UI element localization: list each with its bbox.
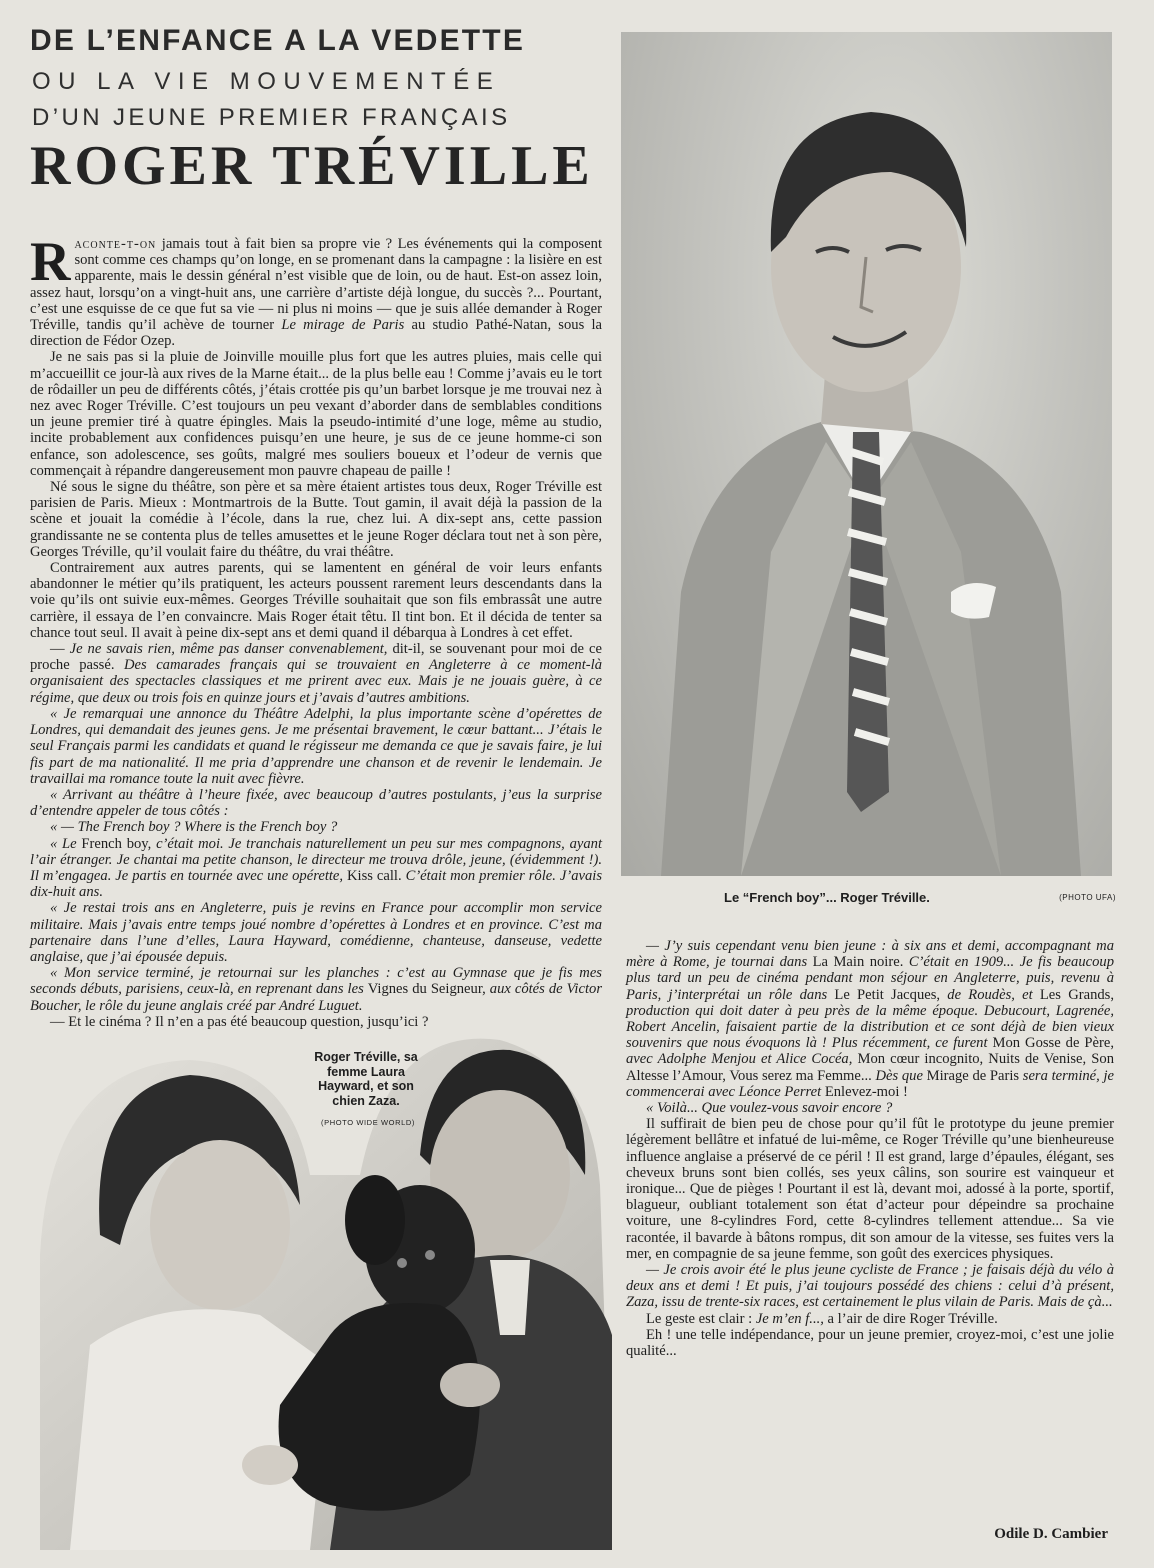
drop-cap: R bbox=[30, 231, 71, 293]
couple-caption: Roger Tréville, sa femme Laura Hayward, et son chien Zaza. bbox=[314, 1050, 418, 1108]
question-paragraph: — Et le cinéma ? Il n’en a pas été beaucoup question, jusqu’ici ? bbox=[50, 1013, 429, 1030]
portrait-credit: (PHOTO UFA) bbox=[1059, 893, 1116, 902]
couple-credit: (PHOTO WIDE WORLD) bbox=[321, 1118, 415, 1127]
quote-paragraph: « Je restai trois ans en Angleterre, puis je revins en France pour accomplir mon service militaire. Mais j’avais entre temps joué nombre d’opérettes à Londres et en province. C’est ma partenaire dans l’une d’elles, Laura Hayward, comédienne, chanteuse, danseuse, vedette anglaise, que j’ai épousée depuis. bbox=[30, 900, 602, 965]
author-signature: Odile D. Cambier bbox=[994, 1526, 1108, 1542]
quote-paragraph: « — The French boy ? Where is the French boy ? bbox=[50, 819, 338, 836]
headline-line-1: DE L’ENFANCE A LA VEDETTE bbox=[30, 24, 526, 57]
quote-paragraph: — J’y suis cependant venu bien jeune : à six ans et demi, accompagnant ma mère à Rome, je tournai dans La Main noire. C’était en 1909... Je fis beaucoup plus tard un peu de cinéma pendant mon séjour en Angleterre, puis, revenu à Paris, j’interprétai un rôle dans Le Petit Jacques, de Roudès, et Les Grands, production qui doit dater à peu près de la même époque. Debucourt, Lagrenée, Robert Ancelin, faisaient partie de la distribution et ce sont déjà de bien vieux souvenirs que nous évoquons là ! Plus récemment, ce furent Mon Gosse de Père, avec Adolphe Menjou et Alice Cocéa, Mon cœur incognito, Nuits de Venise, Son Altesse l’Amour, Vous serez ma Femme... Dès que Mirage de Paris sera terminé, je commencerai avec Léonce Perret Enlevez-moi ! bbox=[626, 938, 1115, 1100]
intro-end: au studio Pathé-Natan, sous la direction de Fédor Ozep. bbox=[30, 317, 602, 350]
portrait-photo bbox=[621, 32, 1112, 876]
quote-paragraph: « Arrivant au théâtre à l’heure fixée, avec beaucoup d’autres postulants, j’eus la surprise d’entendre appeler de tous côtés : bbox=[30, 786, 602, 820]
headline-name: ROGER TRÉVILLE bbox=[30, 135, 594, 197]
paragraph: Né sous le signe du théâtre, son père et sa mère étaient artistes tous deux, Roger Tréville est parisien de Paris. Mieux : Montmartrois de la Butte. Tout gamin, il avait déjà la passion de la scène et jouait la comédie à l’école, dans la rue, chez lui. A dix-sept ans, cette passion grandissante ne se contenta plus de telles amusettes et le jeune Roger déclara tout net à son père, Georges Tréville, qu’il voulait faire du théâtre, du vrai théâtre. bbox=[30, 479, 602, 560]
headline-line-2: OU LA VIE MOUVEMENTÉE bbox=[32, 68, 501, 95]
paragraph: Contrairement aux autres parents, qui se lamentent en général de voir leurs enfants abandonner le métier qu’ils pratiquent, les acteurs poussent rarement leurs descendants dans la voie qu’ils ont suivie eux-mêmes. Georges Tréville souhaitait que son fils embrassât une autre carrière, il essaya de l’en convaincre. Mais Roger était têtu. Il tint bon. Et il décida de tenter sa chance tout seul. Il avait à peine dix-sept ans et demi quand il débarqua à Londres à cet effet. bbox=[30, 560, 602, 641]
quote-paragraph: « Le French boy, c’était moi. Je tranchais naturellement un peu sur mes compagnons, ayant l’air étranger. Je chantai ma petite chanson, le directeur me trouva drôle, jeune, (évidemment !). Il m’engagea. Je partis en tournée avec une opérette, Kiss call. C’était mon premier rôle. J’avais dix-huit ans. bbox=[30, 835, 603, 901]
intro-paragraph bbox=[30, 231, 602, 350]
quote-paragraph: « Mon service terminé, je retournai sur les planches : c’est au Gymnase que je fis mes seconds débuts, parisiens, ceux-là, en reprenant dans les Vignes du Seigneur, aux côtés de Victor Boucher, le rôle du jeune anglais créé par André Luguet. bbox=[30, 965, 602, 1014]
article-column-left bbox=[30, 231, 603, 1030]
intro-smallcaps: aconte-t-on bbox=[74, 236, 157, 252]
paragraph: Le geste est clair : Je m’en f..., a l’air de dire Roger Tréville. bbox=[646, 1310, 998, 1327]
intro-text: jamais tout à fait bien sa propre vie ? Les événements qui la composent sont comme ces champs qu’on longe, en se promenant dans la campagne : la lisière en est apparente, mais le dessin général n’est visible que de loin, ou de haut. Est-on assez loin, assez haut, lorsqu’on a vingt-huit ans, une carrière d’artiste déjà longue, du succès ?... Pourtant, c’est une esquisse de ce que fut sa vie — ni plus ni moins — que je suis allée demander à Roger Tréville, tandis qu’il achève de tourner bbox=[30, 236, 602, 334]
paragraph: Je ne sais pas si la pluie de Joinville mouille plus fort que les autres pluies, mais celle qui m’accueillit ce jour-là aux rives de la Marne était... de la plus belle eau ! Comme j’avais eu le tort de rôdailler un peu de différents côtés, j’étais crottée pis qu’un barbet lorsque je me trouvai nez à nez avec Roger Tréville. C’est toujours un peu vexant d’aborder dans de semblables conditions un jeune premier tiré à quatre épingles. Mais la pseudo-intimité d’une loge, même au studio, incite probablement aux confidences puisqu’en une heure, je sus de ce jeune homme-ci son enfance, son adolescence, ses goûts, malgré mes souliers boueux et l’odeur de vernis que commençait à répandre dangereusement mon pauvre chapeau de paille ! bbox=[30, 349, 602, 479]
quote-paragraph: — Je crois avoir été le plus jeune cycliste de France ; je faisais déjà du vélo à deux ans et demi ! Et puis, j’ai toujours possédé des chiens : celui d’à présent, Zaza, issu de trente-six races, est certainement le plus vilain de Paris. Mais de çà... bbox=[626, 1262, 1114, 1311]
article-column-right bbox=[626, 938, 1114, 1486]
quote-paragraph: « Je remarquai une annonce du Théâtre Adelphi, la plus importante scène d’opérettes de Londres, qui demandait des jeunes gens. Je me présentai bravement, le cœur battant... J’étais le seul Français parmi les candidats et quand le régisseur me demanda ce que je savais faire, je lui fis part de ma nationalité. Il me pria d’apprendre une chanson et de revenir le lendemain. Je travaillai ma romance toute la nuit avec fièvre. bbox=[30, 705, 602, 787]
quote-paragraph: « Voilà... Que voulez-vous savoir encore ? bbox=[646, 1100, 893, 1117]
film-title: Le mirage de Paris bbox=[281, 317, 405, 334]
headline-line-3: D’UN JEUNE PREMIER FRANÇAIS bbox=[32, 104, 511, 131]
paragraph: Il suffirait de bien peu de chose pour qu’il fût le prototype du jeune premier légèrement bellâtre et infatué de lui-même, ce Roger Tréville qu’une bienheureuse influence anglaise a préservé de ce péril ! Il est grand, large d’épaules, élégant, ses cheveux bruns sont bien collés, ses yeux câlins, son sourire est vainqueur et ironique... Que de pièges ! Pourtant il est là, devant moi, adossé à la porte, sportif, blagueur, oubliant totalement son état d’acteur pour dépeindre sa prochaine voiture, une 8-cylindres Ford, cette 8-cylindres tellement attendue... Sa vie racontée, il bavarde à bâtons rompus, dit son amour de la vitesse, ses fuites vers la mer, en compagnie de sa jeune femme, son goût des exercices physiques. bbox=[626, 1116, 1114, 1262]
paragraph: Eh ! une telle indépendance, pour un jeune premier, croyez-moi, c’est une jolie qualité... bbox=[626, 1326, 1114, 1360]
portrait-caption: Le “French boy”... Roger Tréville. bbox=[724, 890, 930, 905]
quote-paragraph: — Je ne savais rien, même pas danser convenablement, dit-il, se souvenant pour moi de ce proche passé. Des camarades français qui se trouvaient en Angleterre à ce moment-là organisaient des spectacles classiques et me prirent avec eux. Mais je ne jouais guère, à ce régime, que deux ou trois fois en quinze jours et j’avais d’autres ambitions. bbox=[30, 641, 602, 706]
